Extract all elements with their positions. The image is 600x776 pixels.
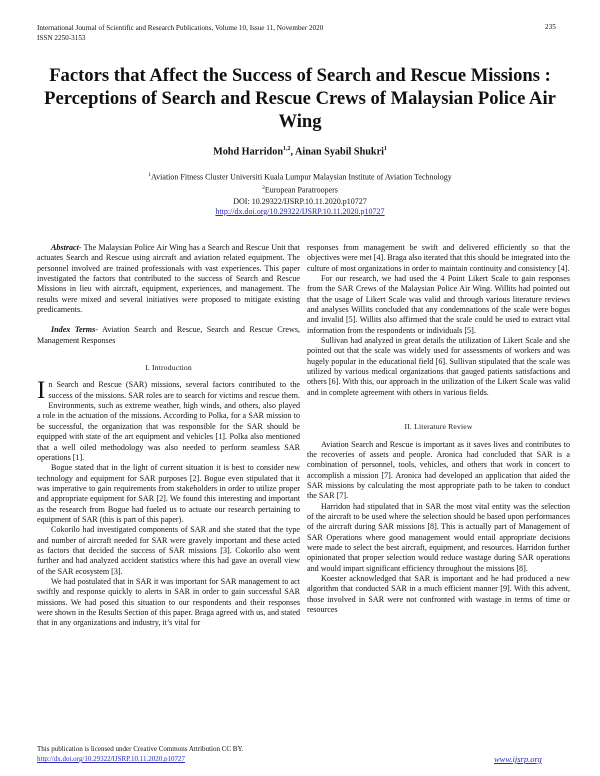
author-1-affil: 1,2 — [282, 146, 291, 152]
issn: ISSN 2250-3153 — [37, 34, 86, 42]
page-number: 235 — [545, 23, 556, 31]
left-column — [37, 243, 300, 629]
abstract — [37, 243, 300, 315]
lit-paragraph-2: Harridon had stipulated that in SAR the most vital entity was the selection of the aircraft to be used where the selection should be based upon performances of the aircraft during SAR missions [8]. This is actually part of Management of SAR Operations where good management would entail appropriate decisions were made to select the best aircraft, equipment, and resources. Harridon further opinionated that proper selection would reduce wastage during SAR operations and would impart significant efficiency throughout the missions [8]. — [307, 501, 570, 573]
paper-title: Factors that Affect the Success of Search and Rescue Missions : Perceptions of Search and Rescue Crews of Malaysian Police Air Wing — [44, 65, 556, 132]
lit-paragraph-3: Koester acknowledged that SAR is important and he had produced a new algorithm that conducted SAR in a much efficient manner [9]. With this advent, those involved in SAR were not confronted with wastage in terms of time or resources — [307, 573, 570, 614]
intro-paragraph-1: In Search and Rescue (SAR) missions, several factors contributed to the success of the missions. SAR roles are to search for victims and rescue them. Environments, such as extreme weather, high winds, and others, also played a role in the actuation of the missions. According to Polka, for a SAR mission to be successful, the organization that was responsible for the SAR should be equipped with state of the art equipment and vehicles [1]. Polka also mentioned that a well oiled methodology was also needed to perform seamless SAR operations [1]. — [37, 377, 300, 462]
index-terms — [37, 325, 300, 346]
doi-link[interactable]: http://dx.doi.org/10.29322/IJSRP.10.11.2020.p10727 — [215, 207, 385, 216]
affiliation-2: $^2$European Paratroopers — [262, 184, 338, 195]
intro-paragraph-7: Sullivan had analyzed in great details the utilization of Likert Scale and she pointed out that the scale was widely used for assessments of workers and was hugely popular in the educational field [6]. Sullivan stipulated that the scale was utilized by various medical organizations that gauged patients satisfactions and others [6]. With this, our approach in the utilization of the Likert Scale was valid and in complete agreement with others in various fields. — [307, 336, 570, 397]
section-heading-literature-review: II. Literature Review — [404, 422, 473, 432]
author-2: Ainan Syabil Shukri — [295, 146, 384, 158]
index-terms-label: Index Terms- — [51, 325, 98, 335]
drop-cap: I — [37, 377, 46, 405]
footer — [37, 744, 243, 764]
intro-paragraph-2: Bogue stated that in the light of current situation it is best to consider new technology and equipment for SAR purposes [2]. Bogue even stipulated that it was imperative to gain requirements from stakeholders in order to utilize proper and appropriate equipment for SAR [2]. We found this interesting and important as the research from Bogue had fueled us to actuate our research pertaining to equipment of SAR (this is part of this paper). — [37, 463, 300, 524]
intro-paragraph-5: responses from management be swift and delivered efficiently so that the objectives were met [4]. Braga also iterated that this should be integrated into the culture of most organizations in order to maintain continuity and consistency [4]. — [307, 243, 570, 273]
doi-block — [0, 197, 600, 217]
lit-paragraph-1: Aviation Search and Rescue is important as it saves lives and contributes to the recoveries of assets and people. Aronica had concluded that SAR is a combination of personnel, tools, vehicles, and others that work in concert to accomplish a mission [7]. Aronica had developed an application that aided the SAR missions by calculating the most appropriate path to be taken to conduct the SAR [7]. — [307, 439, 570, 501]
footer-doi-link[interactable]: http://dx.doi.org/10.29322/IJSRP.10.11.2020.p10727 — [37, 755, 185, 763]
index-terms-text: Aviation Search and Rescue, Search and Rescue Crews, Management Responses — [37, 325, 300, 345]
intro-paragraph-4: We had postulated that in SAR it was important for SAR management to act swiftly and response quickly to alerts in SAR in order to gain successful SAR missions. We had posed this situation to our respondents and their responses were shown in the Results Section of this paper. Braga agreed with us, and stated that in any organizations and industry, it’s vital for — [37, 576, 300, 628]
author-separator: , — [290, 146, 296, 158]
journal-name: International Journal of Scientific and Research Publications, Volume 10, Issue 11, November 2020 — [37, 24, 324, 32]
doi-label: DOI: 10.29322/IJSRP.10.11.2020.p10727 — [233, 197, 367, 206]
journal-header — [37, 23, 323, 43]
intro-paragraph-6: For our research, we had used the 4 Point Likert Scale to gain responses from the SAR Crews of the Malaysian Police Air Wing. Willits had pointed out that the usage of Likert Scale was valid and through various literature reviews and analyses Willits concluded that any condemnations of the scale were bogus and invalid [5]. Willits also affirmed that the scale could be used to extract vital information from the respondents or individuals [5]. — [307, 274, 570, 335]
intro-paragraph-3: Cokorilo had investigated components of SAR and she stated that the type and number of aircraft needed for SAR were gravely important and these acted as factors that decided the success of SAR missions [3]. Cokorilo also went further and had analyzed accident statistics where this had gave an overall view of the SAR ecosystem [3]. — [37, 525, 300, 576]
right-column — [307, 243, 570, 615]
affiliation-1: $^1$Aviation Fitness Cluster Universiti Kuala Lumpur Malaysian Institute of Aviation Technology — [148, 172, 452, 182]
section-heading-introduction: I. Introduction — [145, 363, 192, 373]
author-1: Mohd Harridon — [213, 146, 283, 158]
abstract-text: The Malaysian Police Air Wing has a Search and Rescue Unit that actuates Search and Rescue using aircraft and aviation related equipment. The personnel involved are trained professionals with vast experiences. This paper investigated the factors that contributed to the success of Search and Rescue Missions in lieu with aircraft, equipment, experiences, and management. The results were mixed and several initiatives were proposed to mitigate existing predicaments. — [37, 243, 300, 315]
author-line — [0, 146, 600, 157]
author-2-affil: 1 — [383, 146, 387, 152]
abstract-label: Abstract- — [51, 243, 82, 252]
affiliations — [0, 170, 600, 195]
license-note: This publication is licensed under Creative Commons Attribution CC BY. — [37, 745, 244, 753]
journal-site-link[interactable]: www.ijsrp.org — [494, 754, 542, 764]
